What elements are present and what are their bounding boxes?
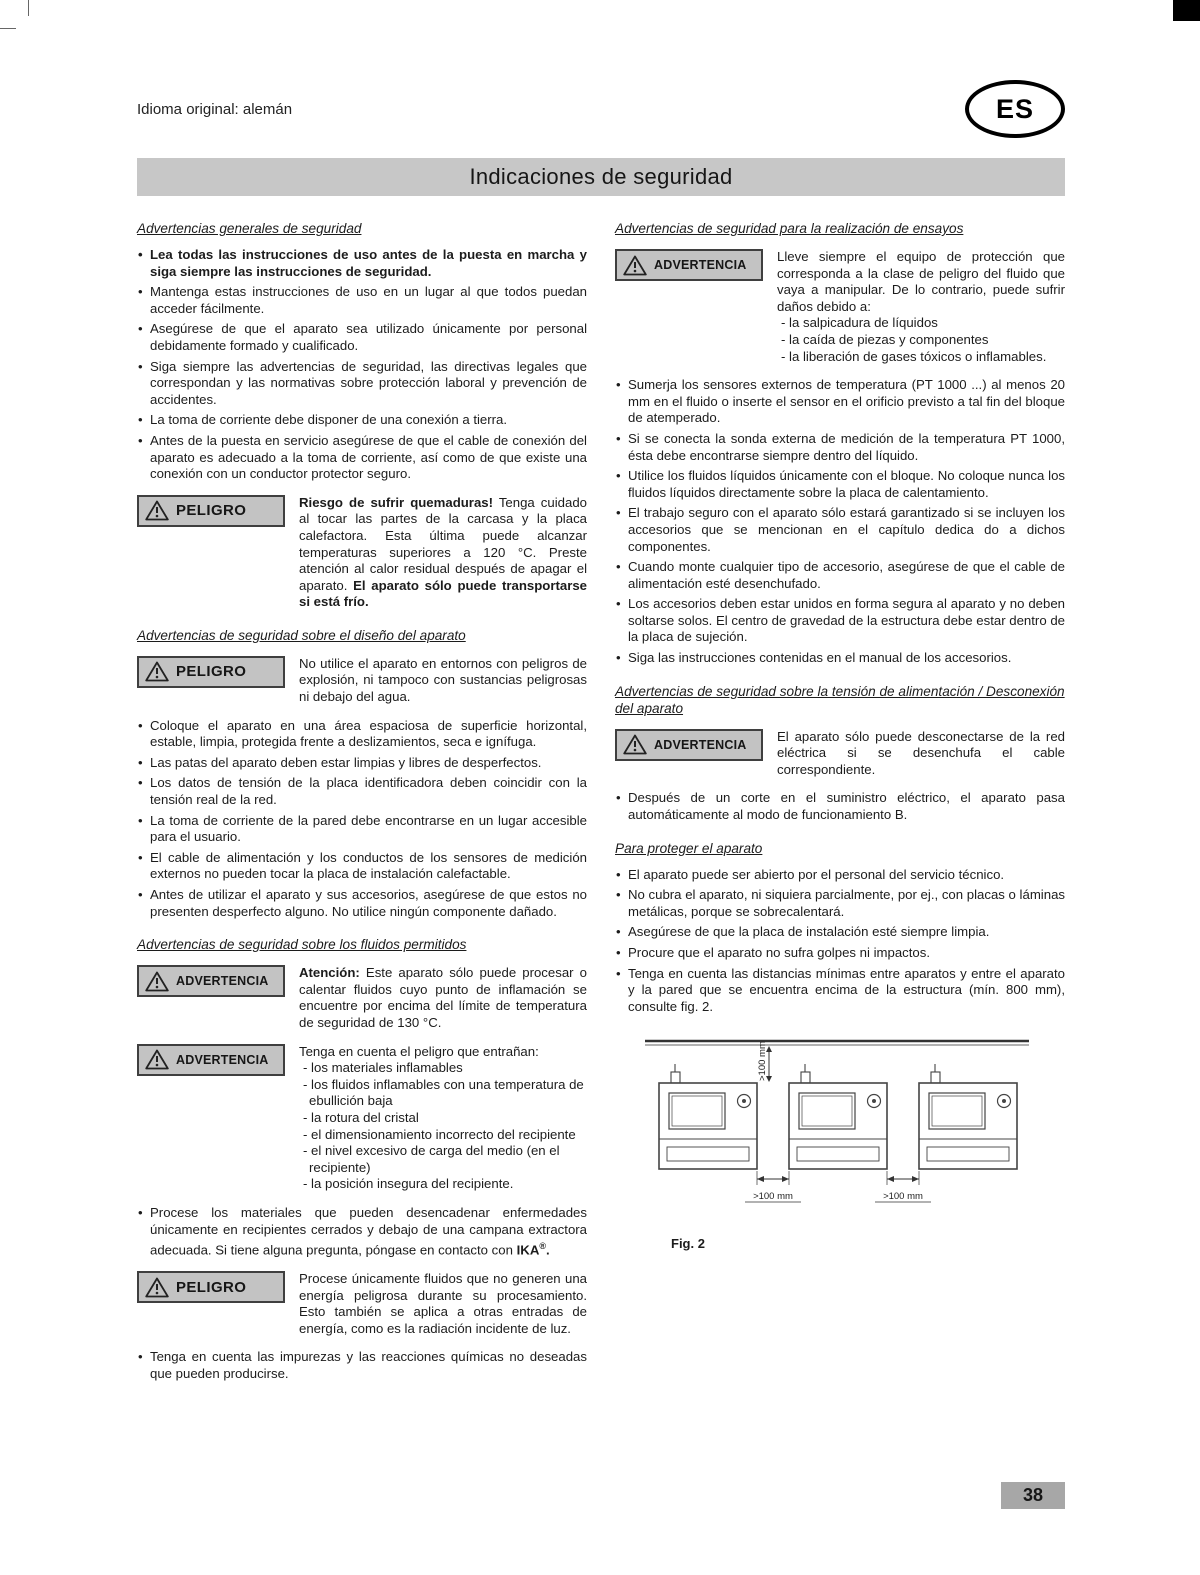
page-number-badge bbox=[1001, 1482, 1065, 1509]
bullet-item: • Procure que el aparato no sufra golpes ni impactos. bbox=[615, 945, 1065, 962]
warning-triangle-icon bbox=[145, 1277, 169, 1298]
bullet-item: • Tenga en cuenta las impurezas y las reacciones químicas no deseadas que pueden producirse. bbox=[137, 1349, 587, 1382]
warning-triangle-icon bbox=[145, 971, 169, 992]
hazard-list-item: - la posición insegura del recipiente. bbox=[303, 1176, 514, 1192]
danger-label: PELIGRO bbox=[176, 502, 247, 520]
bullet-item: • Tenga en cuenta las distancias mínimas entre aparatos y entre el aparato y la pared que se encuentra encima de la estructura (mín. 800 mm), consulte fig. 2. bbox=[615, 966, 1065, 1016]
right-column bbox=[615, 214, 1065, 1251]
advertencia-fluids-warning-2 bbox=[137, 1044, 587, 1193]
warning-box bbox=[615, 729, 763, 761]
warning-triangle-icon bbox=[145, 661, 169, 682]
warning-label: ADVERTENCIA bbox=[654, 258, 747, 272]
danger-box bbox=[137, 1271, 285, 1303]
language-badge bbox=[965, 80, 1065, 138]
page-title: Indicaciones de seguridad bbox=[469, 164, 733, 189]
warning-text-part: Riesgo de sufrir quemaduras! bbox=[299, 494, 494, 510]
brand-name: IKA bbox=[516, 1242, 540, 1258]
danger-box bbox=[137, 656, 285, 688]
bullet-text-part: Procese los materiales que pueden desencadenar enfermedades únicamente en recipientes cerrados y debajo de una campana extractora adecuada. Si tiene alguna pregunta, póngase en contacto con bbox=[150, 1204, 587, 1258]
heading-general-safety: Advertencias generales de seguridad bbox=[137, 221, 362, 236]
print-registration-mark bbox=[1173, 0, 1200, 21]
warning-text bbox=[777, 249, 1065, 365]
warning-text-part: Atención: bbox=[299, 965, 360, 981]
bullet-item: • Si se conecta la sonda externa de medición de la temperatura PT 1000, ésta debe encontrarse siempre dentro del líquido. bbox=[615, 431, 1065, 464]
bullet-item: • Coloque el aparato en una área espaciosa de superficie horizontal, estable, limpia, protegida frente a deslizamientos, seca e ignífuga. bbox=[137, 718, 587, 751]
heading-power-supply: Advertencias de seguridad sobre la tensión de alimentación / Desconexión del aparato bbox=[615, 683, 1065, 716]
bullet-item: • Mantenga estas instrucciones de uso en un lugar al que todos puedan acceder fácilmente. bbox=[137, 284, 587, 317]
warning-triangle-icon bbox=[145, 500, 169, 521]
bullet-item: • Las patas del aparato deben estar limpias y libres de desperfectos. bbox=[137, 755, 587, 772]
bullet-item: • Lea todas las instrucciones de uso antes de la puesta en marcha y siga siempre las instrucciones de seguridad. bbox=[137, 247, 587, 280]
warning-text: El aparato sólo puede desconectarse de la red eléctrica si se desenchufa el cable correspondiente. bbox=[777, 728, 1065, 777]
bullet-item: • El cable de alimentación y los conductos de los sensores de medición externos no pueden tocar la placa de instalación calefactable. bbox=[137, 850, 587, 883]
warning-text bbox=[299, 965, 587, 1031]
warning-box bbox=[615, 249, 763, 281]
bullet-item: • La toma de corriente de la pared debe encontrarse en un lugar accesible para el usuario. bbox=[137, 813, 587, 846]
hazard-list-item: - el dimensionamiento incorrecto del recipiente bbox=[303, 1126, 576, 1142]
hazard-list-item: - el nivel excesivo de carga del medio (en el recipiente) bbox=[303, 1143, 560, 1175]
hazard-list-item: - los materiales inflamables bbox=[303, 1060, 463, 1076]
bullet-item: • Utilice los fluidos líquidos únicamente con el bloque. No coloque nunca los fluidos líquidos directamente sobre la placa de calentamiento. bbox=[615, 468, 1065, 501]
bullet-item: • Después de un corte en el suministro eléctrico, el aparato pasa automáticamente al modo de funcionamiento B. bbox=[615, 790, 1065, 823]
warning-text-part: Tenga en cuenta el peligro que entrañan: bbox=[299, 1043, 539, 1059]
device-3 bbox=[919, 1064, 1017, 1169]
registered-trademark-symbol: ® bbox=[539, 1241, 546, 1252]
hazard-list-item: - la liberación de gases tóxicos o inflamables. bbox=[781, 348, 1047, 364]
warning-text-part: Tenga cuidado al tocar las partes de la carcasa y la placa calefactora. Esta última puede alcanzar temperaturas superiores a 120 °C. Preste atención al calor residual después de apagar el aparato. bbox=[299, 494, 587, 593]
dimension-label-gap2: >100 mm bbox=[883, 1191, 923, 1203]
bullet-item: • Siga siempre las advertencias de seguridad, las directivas legales que correspondan y las normativas sobre protección laboral y prevención de accidentes. bbox=[137, 359, 587, 409]
bullet-item: • Cuando monte cualquier tipo de accesorio, asegúrese de que el cable de alimentación esté desenchufado. bbox=[615, 559, 1065, 592]
bullet-item: • Antes de la puesta en servicio asegúrese de que el cable de conexión del aparato es adecuado a la toma de corriente, así como de que existe una conexión con un conductor protector seguro. bbox=[137, 433, 587, 483]
danger-energy-warning bbox=[137, 1271, 587, 1337]
bullet-item: • El trabajo seguro con el aparato sólo estará garantizado si se incluyen los accesorios que se mencionan en el capítulo dedica do a dichos componentes. bbox=[615, 505, 1065, 555]
danger-box bbox=[137, 495, 285, 527]
hazard-list-item: - la salpicadura de líquidos bbox=[781, 315, 938, 331]
danger-design-warning bbox=[137, 656, 587, 706]
bullet-item: • No cubra el aparato, ni siquiera parcialmente, por ej., con placas o láminas metálicas, porque se sobrecalentará. bbox=[615, 887, 1065, 920]
heading-device-design: Advertencias de seguridad sobre el diseño del aparato bbox=[137, 627, 466, 643]
original-language-note: Idioma original: alemán bbox=[137, 100, 293, 118]
hazard-list-item: - la rotura del cristal bbox=[303, 1109, 419, 1125]
bullet-text-part: . bbox=[545, 1242, 550, 1258]
device-2 bbox=[789, 1064, 887, 1169]
bullet-item: • Los datos de tensión de la placa identificadora deben coincidir con la tensión real de la red. bbox=[137, 775, 587, 808]
hazard-list-item: - la caída de piezas y componentes bbox=[781, 331, 989, 347]
heading-protect-device: Para proteger el aparato bbox=[615, 840, 763, 856]
bullet-item: • Antes de utilizar el aparato y sus accesorios, asegúrese de que estos no presenten desperfecto alguno. No utilice ningún componente dañado. bbox=[137, 887, 587, 920]
danger-text bbox=[299, 495, 587, 611]
warning-triangle-icon bbox=[145, 1049, 169, 1070]
heading-permitted-fluids: Advertencias de seguridad sobre los fluidos permitidos bbox=[137, 937, 467, 953]
page-number: 38 bbox=[1022, 1485, 1044, 1505]
bullet-item: • El aparato puede ser abierto por el personal del servicio técnico. bbox=[615, 867, 1065, 884]
warning-text-part: El aparato sólo puede transportarse si está frío. bbox=[299, 577, 588, 610]
left-column bbox=[137, 214, 587, 1387]
language-badge-label: ES bbox=[995, 93, 1035, 124]
warning-label: ADVERTENCIA bbox=[176, 974, 269, 989]
crop-mark-vertical bbox=[28, 0, 29, 16]
warning-triangle-icon bbox=[623, 255, 647, 276]
danger-label: PELIGRO bbox=[176, 663, 247, 681]
figure-drawing bbox=[641, 1031, 1033, 1221]
advertencia-tests-warning bbox=[615, 249, 1065, 365]
bullet-item: • Asegúrese de que el aparato sea utilizado únicamente por personal debidamente formado y cualificado. bbox=[137, 321, 587, 354]
bullet-item: • Asegúrese de que la placa de instalación esté siempre limpia. bbox=[615, 924, 1065, 941]
bullet-item: • La toma de corriente debe disponer de una conexión a tierra. bbox=[137, 412, 587, 429]
device-1 bbox=[659, 1064, 757, 1169]
bullet-item: • Los accesorios deben estar unidos en forma segura al aparato y no deben soltarse solos. El centro de gravedad de la estructura debe estar dentro de la placa de sujeción. bbox=[615, 596, 1065, 646]
crop-mark-horizontal bbox=[0, 28, 16, 29]
content-columns bbox=[137, 214, 1065, 1387]
dimension-label-gap1: >100 mm bbox=[753, 1191, 793, 1203]
warning-box bbox=[137, 965, 285, 997]
bullet-item bbox=[137, 1205, 587, 1259]
warning-text-part: Este aparato sólo puede procesar o calentar fluidos cuyo punto de inflamación se encuentre por encima del límite de temperatura de seguridad de 130 °C. bbox=[299, 965, 587, 1030]
warning-label: ADVERTENCIA bbox=[176, 1052, 269, 1067]
advertencia-power-warning bbox=[615, 729, 1065, 779]
danger-text: Procese únicamente fluidos que no generen una energía peligrosa durante su procesamiento. Esto también se aplica a otras entradas de energía, como es la radiación incidente de luz. bbox=[299, 1271, 587, 1336]
bullet-item: • Sumerja los sensores externos de temperatura (PT 1000 ...) al menos 20 mm en el fluido o inserte el sensor en el orificio previsto a tal fin del bloque de atemperado. bbox=[615, 377, 1065, 427]
page-title-bar bbox=[137, 158, 1065, 196]
bullet-item: • Siga las instrucciones contenidas en el manual de los accesorios. bbox=[615, 650, 1065, 667]
warning-box bbox=[137, 1044, 285, 1076]
dimension-label-vertical: >100 mm bbox=[757, 1041, 768, 1082]
page-header bbox=[137, 80, 1065, 138]
figure-caption: Fig. 2 bbox=[671, 1236, 705, 1252]
danger-burn-warning bbox=[137, 495, 587, 611]
advertencia-fluids-warning-1 bbox=[137, 965, 587, 1031]
hazard-list-item: - los fluidos inflamables con una temperatura de ebullición baja bbox=[303, 1076, 584, 1109]
danger-label: PELIGRO bbox=[176, 1278, 247, 1296]
warning-text-part: Lleve siempre el equipo de protección que corresponda a la clase de peligro del fluido que vaya a manipular. De lo contrario, puede sufrir daños debido a: bbox=[777, 249, 1065, 314]
warning-triangle-icon bbox=[623, 734, 647, 755]
danger-text: No utilice el aparato en entornos con peligros de explosión, ni tampoco con sustancias peligrosas ni debajo del agua. bbox=[299, 655, 587, 705]
warning-label: ADVERTENCIA bbox=[654, 737, 747, 752]
warning-text bbox=[299, 1044, 587, 1193]
figure-minimum-distances bbox=[641, 1031, 1033, 1251]
heading-test-safety: Advertencias de seguridad para la realización de ensayos bbox=[615, 221, 964, 236]
